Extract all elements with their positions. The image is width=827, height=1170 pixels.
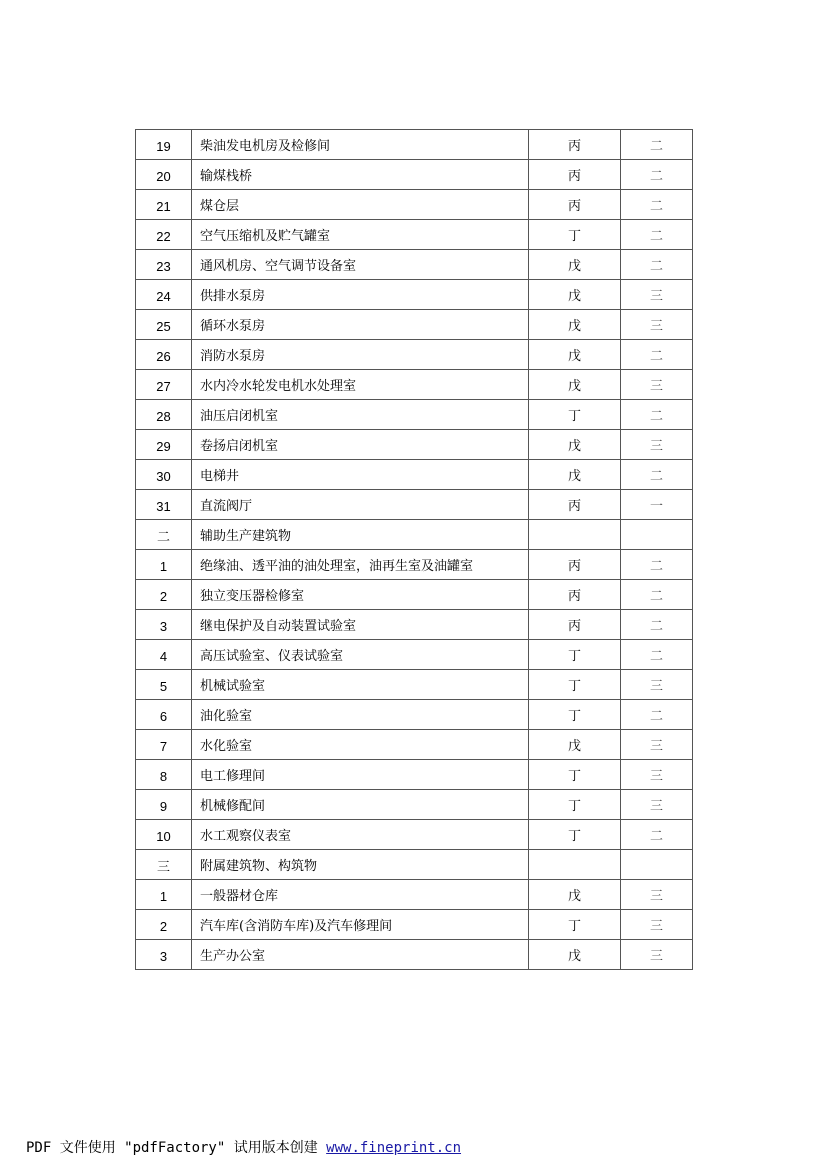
row-number: 4 <box>136 640 192 670</box>
fire-resistance-level: 二 <box>621 820 693 850</box>
fire-hazard-class: 丁 <box>529 820 621 850</box>
building-name: 一般器材仓库 <box>192 880 529 910</box>
row-number: 22 <box>136 220 192 250</box>
row-number: 2 <box>136 910 192 940</box>
building-name: 生产办公室 <box>192 940 529 970</box>
fire-resistance-level: 三 <box>621 310 693 340</box>
row-number: 7 <box>136 730 192 760</box>
row-number: 27 <box>136 370 192 400</box>
row-number: 20 <box>136 160 192 190</box>
table-row <box>136 130 693 160</box>
row-number: 24 <box>136 280 192 310</box>
row-number: 3 <box>136 940 192 970</box>
building-name: 供排水泵房 <box>192 280 529 310</box>
fire-resistance-level: 二 <box>621 220 693 250</box>
table-row <box>136 580 693 610</box>
table-row <box>136 880 693 910</box>
fire-hazard-class: 丁 <box>529 760 621 790</box>
fire-resistance-level: 三 <box>621 880 693 910</box>
table-row <box>136 640 693 670</box>
row-number: 5 <box>136 670 192 700</box>
table-row <box>136 910 693 940</box>
fire-resistance-level: 二 <box>621 700 693 730</box>
fire-hazard-class: 丙 <box>529 610 621 640</box>
fire-resistance-level: 三 <box>621 760 693 790</box>
table-row <box>136 490 693 520</box>
fire-resistance-level: 三 <box>621 910 693 940</box>
table-row <box>136 730 693 760</box>
table-row <box>136 190 693 220</box>
table-row <box>136 430 693 460</box>
building-name: 水工观察仪表室 <box>192 820 529 850</box>
table-row <box>136 460 693 490</box>
fire-resistance-level: 二 <box>621 460 693 490</box>
table-row <box>136 670 693 700</box>
fire-hazard-class: 戊 <box>529 460 621 490</box>
fire-hazard-class <box>529 520 621 550</box>
table-row <box>136 940 693 970</box>
building-name: 绝缘油、透平油的油处理室，油再生室及油罐室 <box>192 550 529 580</box>
table-row <box>136 520 693 550</box>
fire-hazard-class: 戊 <box>529 730 621 760</box>
fire-hazard-class: 戊 <box>529 310 621 340</box>
fire-resistance-level: 三 <box>621 940 693 970</box>
table-row <box>136 280 693 310</box>
building-name: 附属建筑物、构筑物 <box>192 850 529 880</box>
fire-hazard-class: 丁 <box>529 400 621 430</box>
fire-hazard-class: 戊 <box>529 880 621 910</box>
fire-resistance-level: 二 <box>621 640 693 670</box>
table-row <box>136 370 693 400</box>
fire-hazard-class: 戊 <box>529 940 621 970</box>
fire-hazard-class: 丙 <box>529 580 621 610</box>
table-row <box>136 700 693 730</box>
row-number: 10 <box>136 820 192 850</box>
fire-hazard-class: 戊 <box>529 370 621 400</box>
table-row <box>136 400 693 430</box>
row-number: 29 <box>136 430 192 460</box>
building-name: 继电保护及自动装置试验室 <box>192 610 529 640</box>
fire-resistance-level: 三 <box>621 730 693 760</box>
row-number: 23 <box>136 250 192 280</box>
fire-resistance-level: 三 <box>621 430 693 460</box>
building-name: 空气压缩机及贮气罐室 <box>192 220 529 250</box>
fire-resistance-level: 二 <box>621 610 693 640</box>
fire-hazard-class: 丁 <box>529 220 621 250</box>
fire-hazard-class: 丁 <box>529 790 621 820</box>
fire-resistance-level: 三 <box>621 670 693 700</box>
row-number: 6 <box>136 700 192 730</box>
fire-resistance-level: 三 <box>621 790 693 820</box>
row-number: 8 <box>136 760 192 790</box>
table-row <box>136 850 693 880</box>
building-name: 汽车库(含消防车库)及汽车修理间 <box>192 910 529 940</box>
building-name: 机械试验室 <box>192 670 529 700</box>
table-row <box>136 610 693 640</box>
fire-resistance-level: 一 <box>621 490 693 520</box>
building-name: 机械修配间 <box>192 790 529 820</box>
fire-resistance-level <box>621 850 693 880</box>
row-number: 2 <box>136 580 192 610</box>
fire-hazard-class: 丙 <box>529 160 621 190</box>
fire-resistance-level: 二 <box>621 400 693 430</box>
fire-classification-table <box>135 129 693 970</box>
fire-hazard-class: 丙 <box>529 550 621 580</box>
building-name: 通风机房、空气调节设备室 <box>192 250 529 280</box>
fire-hazard-class: 丁 <box>529 670 621 700</box>
table-row <box>136 760 693 790</box>
fire-resistance-level: 二 <box>621 190 693 220</box>
row-number: 1 <box>136 880 192 910</box>
row-number: 26 <box>136 340 192 370</box>
building-name: 直流阀厅 <box>192 490 529 520</box>
table-row <box>136 220 693 250</box>
fire-resistance-level: 二 <box>621 160 693 190</box>
fire-hazard-class: 戊 <box>529 430 621 460</box>
row-number: 28 <box>136 400 192 430</box>
row-number: 19 <box>136 130 192 160</box>
fire-resistance-level: 二 <box>621 340 693 370</box>
building-name: 柴油发电机房及检修间 <box>192 130 529 160</box>
row-number: 9 <box>136 790 192 820</box>
building-name: 输煤栈桥 <box>192 160 529 190</box>
fire-resistance-level: 二 <box>621 580 693 610</box>
table-row <box>136 160 693 190</box>
building-name: 卷扬启闭机室 <box>192 430 529 460</box>
fire-hazard-class: 戊 <box>529 250 621 280</box>
building-name: 电工修理间 <box>192 760 529 790</box>
row-number: 21 <box>136 190 192 220</box>
fire-resistance-level: 三 <box>621 280 693 310</box>
fire-resistance-level: 二 <box>621 130 693 160</box>
fire-hazard-class: 丁 <box>529 910 621 940</box>
fire-hazard-class: 丙 <box>529 190 621 220</box>
building-name: 电梯井 <box>192 460 529 490</box>
building-name: 消防水泵房 <box>192 340 529 370</box>
footer-text: PDF 文件使用 "pdfFactory" 试用版本创建 <box>26 1140 327 1156</box>
table-row <box>136 340 693 370</box>
table-row <box>136 250 693 280</box>
fire-resistance-level: 二 <box>621 250 693 280</box>
fire-hazard-class: 戊 <box>529 340 621 370</box>
row-number: 3 <box>136 610 192 640</box>
row-number: 30 <box>136 460 192 490</box>
fire-hazard-class: 丁 <box>529 700 621 730</box>
row-number: 二 <box>136 520 192 550</box>
fire-hazard-class: 戊 <box>529 280 621 310</box>
pdf-footer <box>26 1137 461 1157</box>
row-number: 31 <box>136 490 192 520</box>
building-name: 煤仓层 <box>192 190 529 220</box>
building-name: 高压试验室、仪表试验室 <box>192 640 529 670</box>
building-name: 独立变压器检修室 <box>192 580 529 610</box>
building-name: 水化验室 <box>192 730 529 760</box>
fire-resistance-level <box>621 520 693 550</box>
fire-hazard-class <box>529 850 621 880</box>
building-name: 水内冷水轮发电机水处理室 <box>192 370 529 400</box>
fire-hazard-class: 丁 <box>529 640 621 670</box>
building-name: 油压启闭机室 <box>192 400 529 430</box>
row-number: 25 <box>136 310 192 340</box>
building-name: 油化验室 <box>192 700 529 730</box>
building-name: 辅助生产建筑物 <box>192 520 529 550</box>
fire-resistance-level: 二 <box>621 550 693 580</box>
table-row <box>136 820 693 850</box>
fire-resistance-level: 三 <box>621 370 693 400</box>
table-row <box>136 550 693 580</box>
building-name: 循环水泵房 <box>192 310 529 340</box>
table-body <box>136 130 693 970</box>
table-row <box>136 310 693 340</box>
fire-hazard-class: 丙 <box>529 490 621 520</box>
row-number: 1 <box>136 550 192 580</box>
footer-link[interactable]: www.fineprint.cn <box>326 1140 462 1156</box>
table-row <box>136 790 693 820</box>
fire-hazard-class: 丙 <box>529 130 621 160</box>
row-number: 三 <box>136 850 192 880</box>
